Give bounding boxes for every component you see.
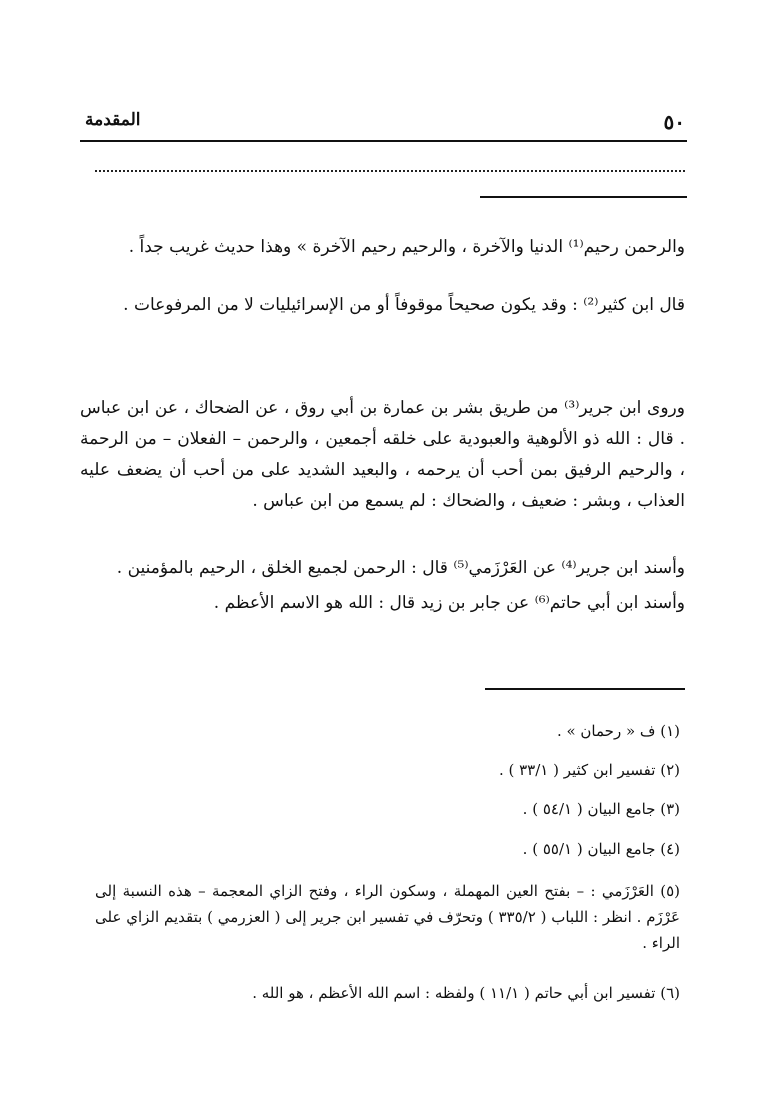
short-rule xyxy=(480,196,687,198)
footnote-6: (٦) تفسير ابن أبي حاتم ( ١١/١ ) ولفظه : اسم الله الأعظم ، هو الله . xyxy=(252,984,680,1002)
paragraph-1 xyxy=(80,232,685,263)
footnote-5: (٥) العَرْزَمي : – بفتح العين المهملة ، وسكون الراء ، وفتح الزاي المعجمة – هذه النسبة إلى عَرْزَم . انظر : اللباب ( ٣٣٥/٢ ) وتحرّف في تفسير ابن جرير إلى ( العزرمي ) بتقديم الزاي على الراء . xyxy=(95,882,680,952)
dotted-separator xyxy=(95,170,685,172)
footnote-1: (١) ف « رحمان » . xyxy=(556,722,680,740)
page-number: ٥٠ xyxy=(663,110,685,134)
footnote-3: (٣) جامع البيان ( ٥٤/١ ) . xyxy=(522,800,680,818)
paragraph-5-text: وأسند ابن أبي حاتم⁽⁶⁾ عن جابر بن زيد قال : الله هو الاسم الأعظم . xyxy=(213,593,685,613)
footnote-2: (٢) تفسير ابن كثير ( ٣٣/١ ) . xyxy=(498,761,680,779)
running-header-title: المقدمة xyxy=(85,110,141,130)
paragraph-3 xyxy=(80,393,685,517)
paragraph-2 xyxy=(80,290,685,321)
paragraph-4-text: وأسند ابن جرير⁽⁴⁾ عن العَرْزَمي⁽⁵⁾ قال : الرحمن لجميع الخلق ، الرحيم بالمؤمنين . xyxy=(116,558,685,578)
paragraph-4 xyxy=(80,553,685,584)
footnote-4: (٤) جامع البيان ( ٥٥/١ ) . xyxy=(522,840,680,858)
footnote-rule xyxy=(485,688,685,690)
paragraph-5 xyxy=(80,588,685,619)
paragraph-3-text: وروى ابن جرير⁽³⁾ من طريق بشر بن عمارة بن أبي روق ، عن الضحاك ، عن ابن عباس . قال : الله ذو الألوهية والعبودية على خلقه أجمعين ، والرحمن – الفعلان – من الرحمة ، والرحيم الرفيق بمن أحب أن يرحمه ، والبعيد الشديد على من أحب أن يضعف عليه العذاب ، وبشر : ضعيف ، والضحاك : لم يسمع من ابن عباس . xyxy=(80,398,685,511)
paragraph-2-text: قال ابن كثير⁽²⁾ : وقد يكون صحيحاً موقوفاً أو من الإسرائيليات لا من المرفوعات . xyxy=(123,295,685,315)
paragraph-1-text: والرحمن رحيم⁽¹⁾ الدنيا والآخرة ، والرحيم رحيم الآخرة » وهذا حديث غريب جداً . xyxy=(128,237,685,257)
header-rule xyxy=(80,140,687,142)
